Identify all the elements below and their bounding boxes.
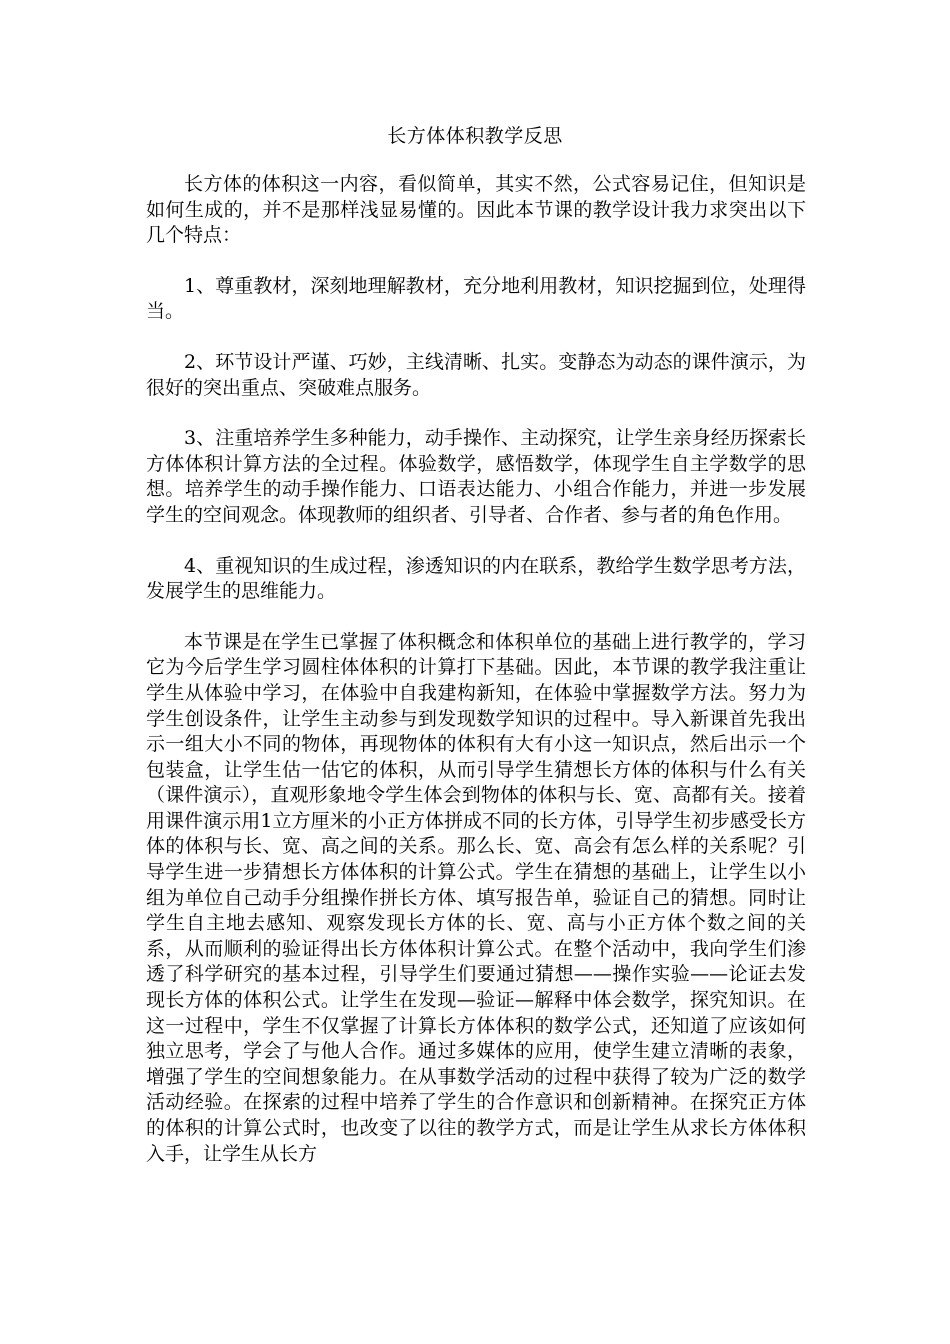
document-title: 长方体体积教学反思 [387, 125, 563, 147]
document-body [146, 172, 806, 1167]
paragraph-point-4: 4、重视知识的生成过程，渗透知识的内在联系，教给学生数学思考方法，发展学生的思维能力。 [146, 554, 806, 603]
paragraph-point-1: 1、尊重教材，深刻地理解教材，充分地利用教材，知识挖掘到位，处理得当。 [146, 274, 806, 323]
paragraph-point-2: 2、环节设计严谨、巧妙，主线清晰、扎实。变静态为动态的课件演示，为很好的突出重点、突破难点服务。 [146, 350, 806, 399]
paragraph-intro: 长方体的体积这一内容，看似简单，其实不然，公式容易记住，但知识是如何生成的，并不是那样浅显易懂的。因此本节课的教学设计我力求突出以下几个特点： [146, 173, 806, 247]
paragraph-point-3: 3、注重培养学生多种能力，动手操作、主动探究，让学生亲身经历探索长方体体积计算方法的全过程。体验数学，感悟数学，体现学生自主学数学的思想。培养学生的动手操作能力、口语表达能力、小组合作能力，并进一步发展学生的空间观念。体现教师的组织者、引导者、合作者、参与者的角色作用。 [146, 427, 806, 526]
paragraph-reflection: 本节课是在学生已掌握了体积概念和体积单位的基础上进行教学的，学习它为今后学生学习圆柱体体积的计算打下基础。因此，本节课的教学我注重让学生从体验中学习，在体验中自我建构新知，在体验中掌握数学方法。努力为学生创设条件，让学生主动参与到发现数学知识的过程中。导入新课首先我出示一组大小不同的物体，再现物体的体积有大有小这一知识点，然后出示一个包装盒，让学生估一估它的体积，从而引导学生猜想长方体的体积与什么有关（课件演示），直观形象地令学生体会到物体的体积与长、宽、高都有关。接着用课件演示用1立方厘米的小正方体拼成不同的长方体，引导学生初步感受长方体的体积与长、宽、高之间的关系。那么长、宽、高会有怎么样的关系呢？引导学生进一步猜想长方体体积的计算公式。学生在猜想的基础上，让学生以小组为单位自己动手分组操作拼长方体、填写报告单，验证自己的猜想。同时让学生自主地去感知、观察发现长方体的长、宽、高与小正方体个数之间的关系，从而顺利的验证得出长方体体积计算公式。在整个活动中，我向学生们渗透了科学研究的基本过程，引导学生们要通过猜想——操作实验——论证去发现长方体的体积公式。让学生在发现—验证—解释中体会数学，探究知识。在这一过程中，学生不仅掌握了计算长方体体积的数学公式，还知道了应该如何独立思考，学会了与他人合作。通过多媒体的应用，使学生建立清晰的表象，增强了学生的空间想象能力。在从事数学活动的过程中获得了较为广泛的数学活动经验。在探索的过程中培养了学生的合作意识和创新精神。在探究正方体的体积的计算公式时，也改变了以往的教学方式，而是让学生从求长方体体积入手，让学生从长方 [146, 630, 806, 1165]
